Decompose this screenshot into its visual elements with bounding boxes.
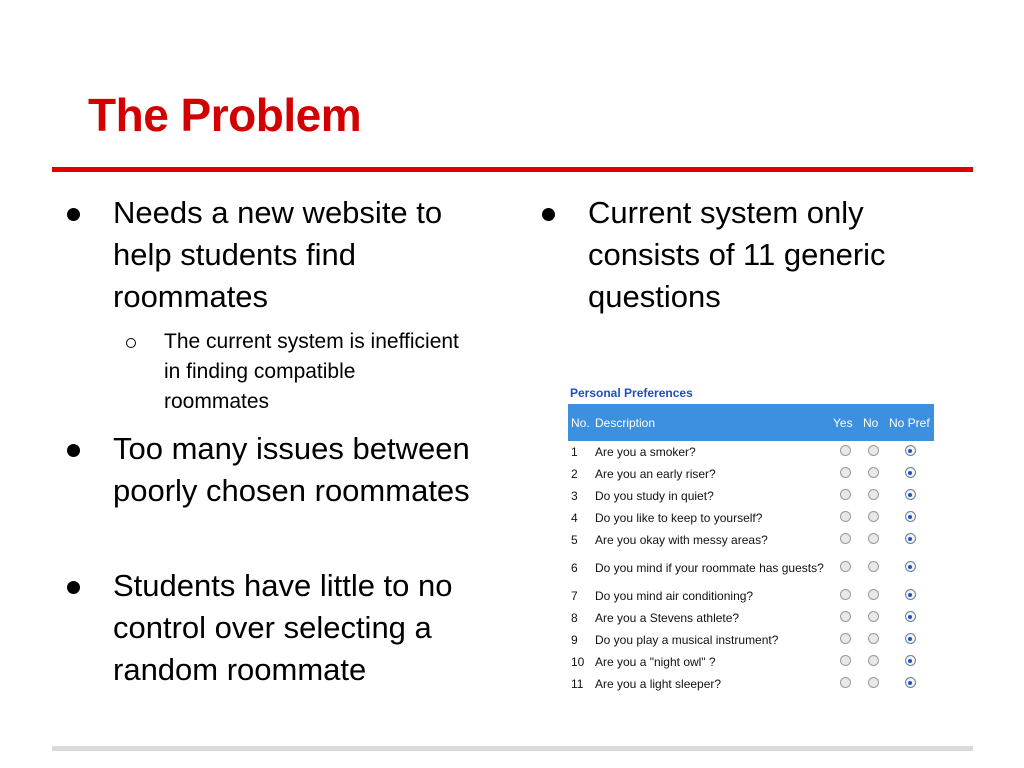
footer-divider bbox=[52, 746, 973, 751]
radio-no[interactable] bbox=[868, 589, 879, 600]
radio-cell-no bbox=[860, 629, 886, 651]
row-description: Do you study in quiet? bbox=[595, 489, 714, 503]
radio-no[interactable] bbox=[868, 655, 879, 666]
radio-cell-yes bbox=[830, 673, 860, 695]
radio-cell-yes bbox=[830, 629, 860, 651]
row-number: 8 bbox=[571, 611, 578, 625]
radio-cell-no bbox=[860, 607, 886, 629]
sub-bullet-inefficient bbox=[164, 327, 464, 417]
radio-no-pref[interactable] bbox=[905, 561, 916, 572]
slide-title: The Problem bbox=[88, 89, 362, 141]
radio-no[interactable] bbox=[868, 467, 879, 478]
radio-no-pref[interactable] bbox=[905, 655, 916, 666]
row-number: 1 bbox=[571, 445, 578, 459]
table-row bbox=[568, 585, 934, 607]
row-number: 4 bbox=[571, 511, 578, 525]
header-yes: Yes bbox=[830, 404, 860, 441]
radio-yes[interactable] bbox=[840, 677, 851, 688]
radio-yes[interactable] bbox=[840, 611, 851, 622]
header-no: No. bbox=[568, 404, 592, 441]
radio-no[interactable] bbox=[868, 561, 879, 572]
radio-yes[interactable] bbox=[840, 633, 851, 644]
bullet-dot-icon bbox=[67, 581, 80, 594]
radio-cell-yes bbox=[830, 507, 860, 529]
radio-no-pref[interactable] bbox=[905, 677, 916, 688]
radio-cell-no bbox=[860, 585, 886, 607]
preferences-table bbox=[568, 404, 934, 695]
table-row bbox=[568, 529, 934, 551]
radio-no[interactable] bbox=[868, 533, 879, 544]
bullet-new-website bbox=[113, 192, 473, 318]
bullet-text: Current system only consists of 11 generic questions bbox=[588, 195, 886, 314]
row-description: Are you a Stevens athlete? bbox=[595, 611, 740, 625]
radio-no-pref[interactable] bbox=[905, 633, 916, 644]
row-number: 5 bbox=[571, 533, 578, 547]
radio-cell-no-pref bbox=[886, 629, 934, 651]
radio-cell-no-pref bbox=[886, 551, 934, 585]
row-number: 7 bbox=[571, 589, 578, 603]
bullet-dot-icon bbox=[542, 208, 555, 221]
radio-no-pref[interactable] bbox=[905, 489, 916, 500]
radio-cell-no-pref bbox=[886, 507, 934, 529]
radio-cell-no-pref bbox=[886, 529, 934, 551]
row-description: Are you an early riser? bbox=[595, 467, 716, 481]
radio-cell-no bbox=[860, 673, 886, 695]
row-number: 10 bbox=[571, 655, 585, 669]
row-description: Do you mind if your roommate has guests? bbox=[595, 561, 824, 575]
radio-cell-yes bbox=[830, 651, 860, 673]
table-row bbox=[568, 651, 934, 673]
bullet-too-many-issues bbox=[113, 428, 503, 512]
sub-bullet-text: The current system is inefficient in finding compatible roommates bbox=[164, 330, 459, 413]
table-header-row bbox=[568, 404, 934, 441]
radio-yes[interactable] bbox=[840, 589, 851, 600]
bullet-current-system bbox=[588, 192, 958, 318]
table-row bbox=[568, 463, 934, 485]
radio-yes[interactable] bbox=[840, 489, 851, 500]
bullet-little-control bbox=[113, 565, 473, 691]
radio-cell-yes bbox=[830, 463, 860, 485]
radio-no-pref[interactable] bbox=[905, 511, 916, 522]
radio-cell-no bbox=[860, 529, 886, 551]
header-no-answer: No bbox=[860, 404, 886, 441]
table-row bbox=[568, 673, 934, 695]
bullet-text: Students have little to no control over selecting a random roommate bbox=[113, 568, 453, 687]
table-row bbox=[568, 485, 934, 507]
radio-no-pref[interactable] bbox=[905, 589, 916, 600]
radio-cell-no-pref bbox=[886, 485, 934, 507]
radio-cell-no-pref bbox=[886, 673, 934, 695]
row-number: 9 bbox=[571, 633, 578, 647]
row-description: Do you mind air conditioning? bbox=[595, 589, 754, 603]
sub-bullet-ring-icon bbox=[126, 338, 136, 348]
radio-cell-yes bbox=[830, 529, 860, 551]
header-description: Description bbox=[592, 404, 830, 441]
table-row bbox=[568, 607, 934, 629]
radio-yes[interactable] bbox=[840, 467, 851, 478]
radio-cell-no-pref bbox=[886, 585, 934, 607]
radio-cell-yes bbox=[830, 607, 860, 629]
row-description: Are you a light sleeper? bbox=[595, 677, 722, 691]
bullet-dot-icon bbox=[67, 444, 80, 457]
table-row bbox=[568, 629, 934, 651]
row-description: Do you play a musical instrument? bbox=[595, 633, 779, 647]
row-description: Are you a "night owl" ? bbox=[595, 655, 716, 669]
radio-no[interactable] bbox=[868, 677, 879, 688]
row-description: Are you a smoker? bbox=[595, 445, 696, 459]
radio-cell-no bbox=[860, 441, 886, 463]
preferences-title: Personal Preferences bbox=[570, 386, 693, 400]
radio-no[interactable] bbox=[868, 445, 879, 456]
radio-cell-no-pref bbox=[886, 651, 934, 673]
radio-cell-no-pref bbox=[886, 463, 934, 485]
table-row bbox=[568, 551, 934, 585]
radio-yes[interactable] bbox=[840, 511, 851, 522]
radio-yes[interactable] bbox=[840, 655, 851, 666]
radio-no-pref[interactable] bbox=[905, 445, 916, 456]
radio-no[interactable] bbox=[868, 633, 879, 644]
radio-cell-yes bbox=[830, 551, 860, 585]
radio-cell-yes bbox=[830, 485, 860, 507]
title-divider bbox=[52, 167, 973, 172]
radio-yes[interactable] bbox=[840, 561, 851, 572]
radio-yes[interactable] bbox=[840, 533, 851, 544]
preferences-rows bbox=[568, 441, 934, 695]
bullet-dot-icon bbox=[67, 208, 80, 221]
radio-no[interactable] bbox=[868, 511, 879, 522]
radio-no[interactable] bbox=[868, 489, 879, 500]
personal-preferences-panel bbox=[568, 384, 934, 695]
row-number: 11 bbox=[571, 677, 584, 691]
radio-no-pref[interactable] bbox=[905, 533, 916, 544]
radio-cell-no bbox=[860, 551, 886, 585]
table-row bbox=[568, 441, 934, 463]
radio-no-pref[interactable] bbox=[905, 467, 916, 478]
row-description: Are you okay with messy areas? bbox=[595, 533, 768, 547]
radio-yes[interactable] bbox=[840, 445, 851, 456]
radio-cell-no bbox=[860, 463, 886, 485]
radio-cell-yes bbox=[830, 441, 860, 463]
radio-no-pref[interactable] bbox=[905, 611, 916, 622]
row-number: 3 bbox=[571, 489, 578, 503]
header-no-pref: No Pref bbox=[886, 404, 934, 441]
radio-cell-no bbox=[860, 651, 886, 673]
radio-cell-no bbox=[860, 507, 886, 529]
radio-no[interactable] bbox=[868, 611, 879, 622]
row-description: Do you like to keep to yourself? bbox=[595, 511, 763, 525]
row-number: 6 bbox=[571, 561, 578, 575]
radio-cell-no bbox=[860, 485, 886, 507]
table-row bbox=[568, 507, 934, 529]
radio-cell-yes bbox=[830, 585, 860, 607]
radio-cell-no-pref bbox=[886, 607, 934, 629]
bullet-text: Too many issues between poorly chosen roommates bbox=[113, 431, 470, 508]
row-number: 2 bbox=[571, 467, 578, 481]
radio-cell-no-pref bbox=[886, 441, 934, 463]
bullet-text: Needs a new website to help students find roommates bbox=[113, 195, 443, 314]
